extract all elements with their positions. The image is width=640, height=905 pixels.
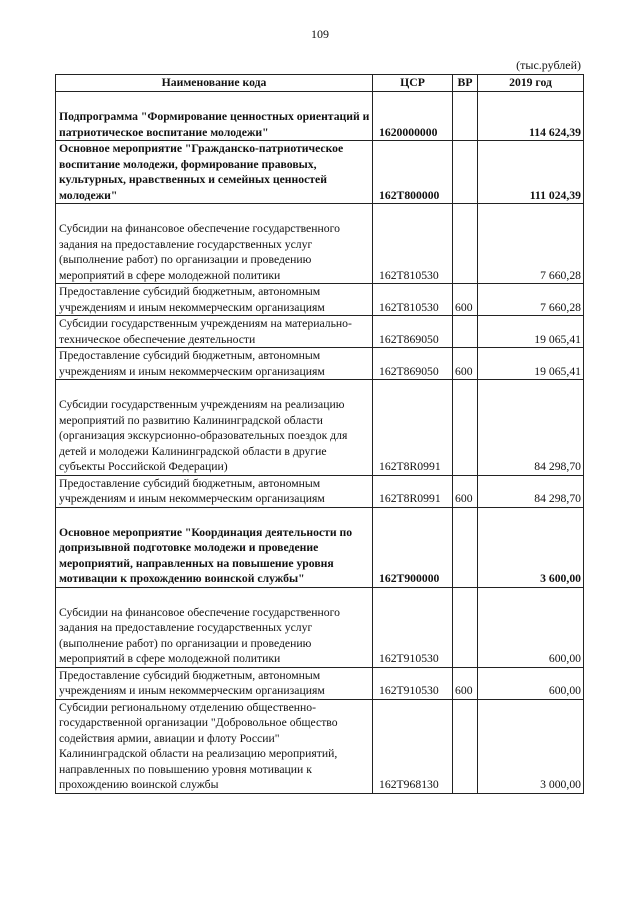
row-name: Субсидии государственным учреждениям на реализацию мероприятий по развитию Калининградской области (организация экскурсионно-образовательных поездок для детей и молодежи Калининградской области в другие субъекты Российской Федерации) [56, 380, 373, 476]
header-amount: 2019 год [478, 75, 584, 92]
table-row [56, 141, 584, 204]
row-csr: 162Т968130 [373, 699, 453, 793]
row-csr: 162Т800000 [373, 141, 453, 204]
table-row [56, 380, 584, 476]
table-row [56, 348, 584, 380]
page-number: 109 [311, 27, 329, 41]
table-row [56, 475, 584, 507]
table-row [56, 699, 584, 793]
row-csr: 162Т869050 [373, 348, 453, 380]
budget-table [55, 74, 584, 794]
row-vr [453, 587, 478, 667]
row-amount: 7 660,28 [478, 284, 584, 316]
header-name: Наименование кода [56, 75, 373, 92]
row-name: Предоставление субсидий бюджетным, автономным учреждениям и иным некоммерческим организациям [56, 284, 373, 316]
header-csr: ЦСР [373, 75, 453, 92]
row-csr: 162Т910530 [373, 587, 453, 667]
row-amount: 114 624,39 [478, 92, 584, 141]
row-name: Предоставление субсидий бюджетным, автономным учреждениям и иным некоммерческим организациям [56, 475, 373, 507]
row-csr: 1620000000 [373, 92, 453, 141]
row-amount: 84 298,70 [478, 380, 584, 476]
row-csr: 162Т810530 [373, 284, 453, 316]
row-amount: 84 298,70 [478, 475, 584, 507]
row-name: Подпрограмма "Формирование ценностных ориентаций и патриотическое воспитание молодежи" [56, 92, 373, 141]
table-row [56, 284, 584, 316]
table-row [56, 507, 584, 587]
row-amount: 3 600,00 [478, 507, 584, 587]
row-name: Основное мероприятие "Гражданско-патриотическое воспитание молодежи, формирование правовых, культурных, нравственных и семейных ценностей молодежи" [56, 141, 373, 204]
row-name: Субсидии на финансовое обеспечение государственного задания на предоставление государственных услуг (выполнение работ) по организации и проведению мероприятий в сфере молодежной политики [56, 204, 373, 284]
row-csr: 162Т910530 [373, 667, 453, 699]
header-vr: ВР [453, 75, 478, 92]
row-name: Предоставление субсидий бюджетным, автономным учреждениям и иным некоммерческим организациям [56, 667, 373, 699]
row-name: Основное мероприятие "Координация деятельности по допризывной подготовке молодежи и проведение мероприятий, направленных на повышение уровня мотивации к прохождению воинской службы" [56, 507, 373, 587]
row-vr [453, 699, 478, 793]
row-vr: 600 [453, 667, 478, 699]
row-name: Субсидии на финансовое обеспечение государственного задания на предоставление государственных услуг (выполнение работ) по организации и проведению мероприятий в сфере молодежной политики [56, 587, 373, 667]
row-amount: 600,00 [478, 667, 584, 699]
row-amount: 3 000,00 [478, 699, 584, 793]
row-vr [453, 316, 478, 348]
row-vr [453, 380, 478, 476]
row-name: Субсидии региональному отделению общественно-государственной организации "Добровольное общество содействия армии, авиации и флоту России" Калининградской области на реализацию мероприятий, направленных по повышению уровня мотивации к прохождению воинской службы [56, 699, 373, 793]
row-vr: 600 [453, 475, 478, 507]
row-amount: 111 024,39 [478, 141, 584, 204]
row-name: Субсидии государственным учреждениям на материально-техническое обеспечение деятельности [56, 316, 373, 348]
row-csr: 162Т8R0991 [373, 380, 453, 476]
row-amount: 7 660,28 [478, 204, 584, 284]
row-csr: 162Т869050 [373, 316, 453, 348]
units-label: (тыс.рублей) [516, 58, 581, 72]
table-header-row [56, 75, 584, 92]
row-amount: 19 065,41 [478, 316, 584, 348]
row-csr: 162Т900000 [373, 507, 453, 587]
row-vr: 600 [453, 348, 478, 380]
table-row [56, 92, 584, 141]
row-csr: 162Т8R0991 [373, 475, 453, 507]
row-vr [453, 141, 478, 204]
row-csr: 162Т810530 [373, 204, 453, 284]
row-amount: 600,00 [478, 587, 584, 667]
table-row [56, 587, 584, 667]
row-vr [453, 507, 478, 587]
table-row [56, 204, 584, 284]
row-name: Предоставление субсидий бюджетным, автономным учреждениям и иным некоммерческим организациям [56, 348, 373, 380]
table-row [56, 316, 584, 348]
row-vr [453, 204, 478, 284]
table-row [56, 667, 584, 699]
row-vr [453, 92, 478, 141]
row-vr: 600 [453, 284, 478, 316]
row-amount: 19 065,41 [478, 348, 584, 380]
